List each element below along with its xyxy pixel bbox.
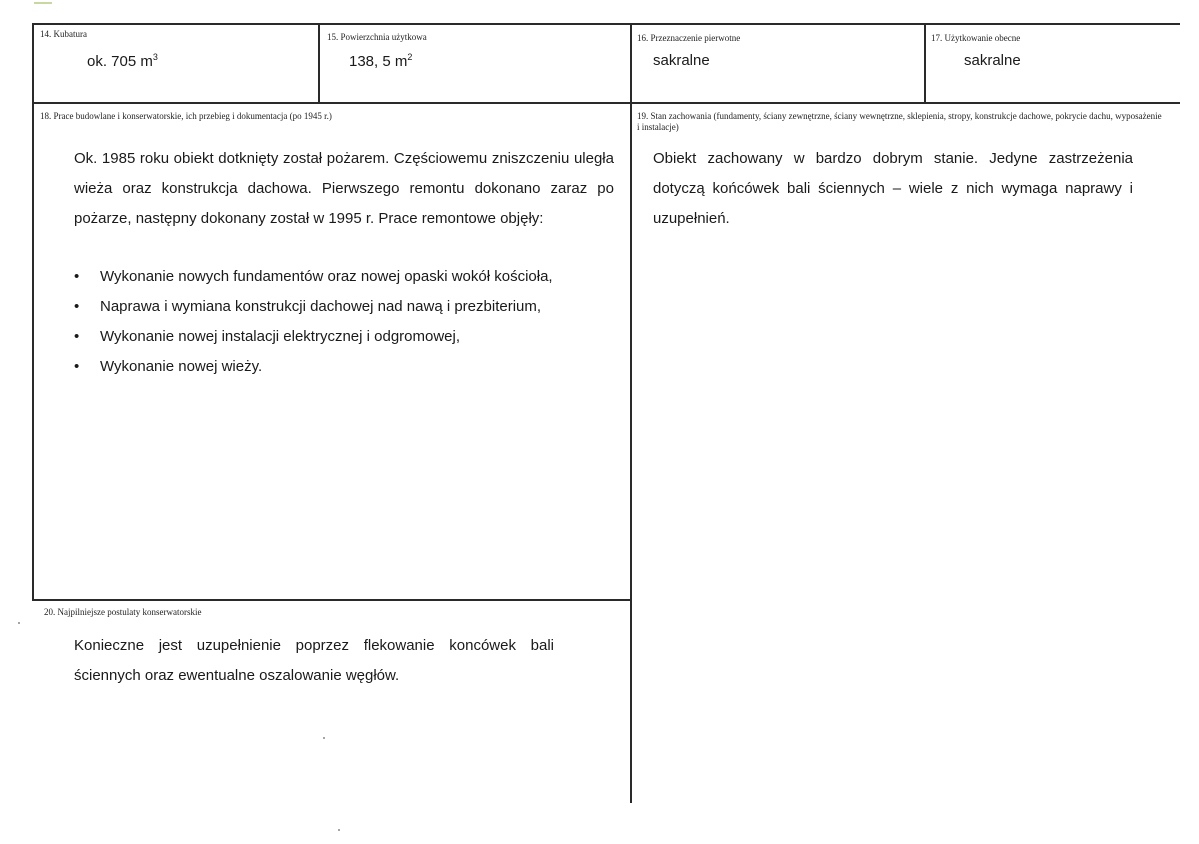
list-item: • Wykonanie nowej wieży. <box>74 352 624 382</box>
list-item: • Wykonanie nowych fundamentów oraz nowej opaski wokół kościoła, <box>74 262 624 292</box>
divider-16-17 <box>924 23 926 104</box>
prace-bullet-list <box>74 262 624 382</box>
list-item: • Wykonanie nowej instalacji elektrycznej i odgromowej, <box>74 322 624 352</box>
scan-speck <box>323 737 325 739</box>
divider-14-15 <box>318 23 320 104</box>
powierzchnia-value-text: 138, 5 m <box>349 53 408 70</box>
scan-speck <box>18 622 20 624</box>
kubatura-label: 14. Kubatura <box>40 29 87 39</box>
kubatura-unit-exponent: 3 <box>152 52 158 62</box>
center-divider <box>630 23 632 803</box>
list-item: • Naprawa i wymiana konstrukcji dachowej nad nawą i prezbiterium, <box>74 292 624 322</box>
section-20-divider <box>32 599 632 601</box>
prace-label: 18. Prace budowlane i konserwatorskie, ich przebieg i dokumentacja (po 1945 r.) <box>40 111 332 121</box>
top-edge-mark <box>34 2 52 4</box>
stan-paragraph: Obiekt zachowany w bardzo dobrym stanie. Jedyne zastrzeżenia dotyczą końcówek bali ściennych – wiele z nich wymaga naprawy i uzupełnień. <box>653 150 1133 227</box>
kubatura-value <box>87 52 158 70</box>
header-row-divider <box>32 102 1180 104</box>
top-border-line <box>32 23 1180 25</box>
postulaty-paragraph: Konieczne jest uzupełnienie poprzez flekowanie koncówek bali ściennych oraz ewentualne oszalowanie węgłów. <box>74 637 554 684</box>
scan-speck <box>338 829 340 831</box>
prace-paragraph: Ok. 1985 roku obiekt dotknięty został pożarem. Częściowemu zniszczeniu uległa wieża oraz konstrukcja dachowa. Pierwszego remontu dokonano zaraz po pożarze, następny dokonany został w 1995 r. Prace remontowe objęły: <box>74 150 614 227</box>
powierzchnia-value <box>349 52 412 70</box>
powierzchnia-unit-exponent: 2 <box>407 52 413 62</box>
uzytkowanie-label: 17. Użytkowanie obecne <box>931 33 1021 43</box>
kubatura-value-text: ok. 705 m <box>87 53 153 70</box>
przeznaczenie-value: sakralne <box>653 52 710 69</box>
left-border-line <box>32 23 34 601</box>
stan-label: 19. Stan zachowania (fundamenty, ściany zewnętrzne, ściany wewnętrzne, sklepienia, stropy, konstrukcje dachowe, pokrycie dachu, wyposażenie i instalacje) <box>637 111 1162 132</box>
przeznaczenie-label: 16. Przeznaczenie pierwotne <box>637 33 741 43</box>
postulaty-label: 20. Najpilniejsze postulaty konserwatorskie <box>44 607 202 617</box>
uzytkowanie-value: sakralne <box>964 52 1021 69</box>
powierzchnia-label: 15. Powierzchnia użytkowa <box>327 32 427 42</box>
